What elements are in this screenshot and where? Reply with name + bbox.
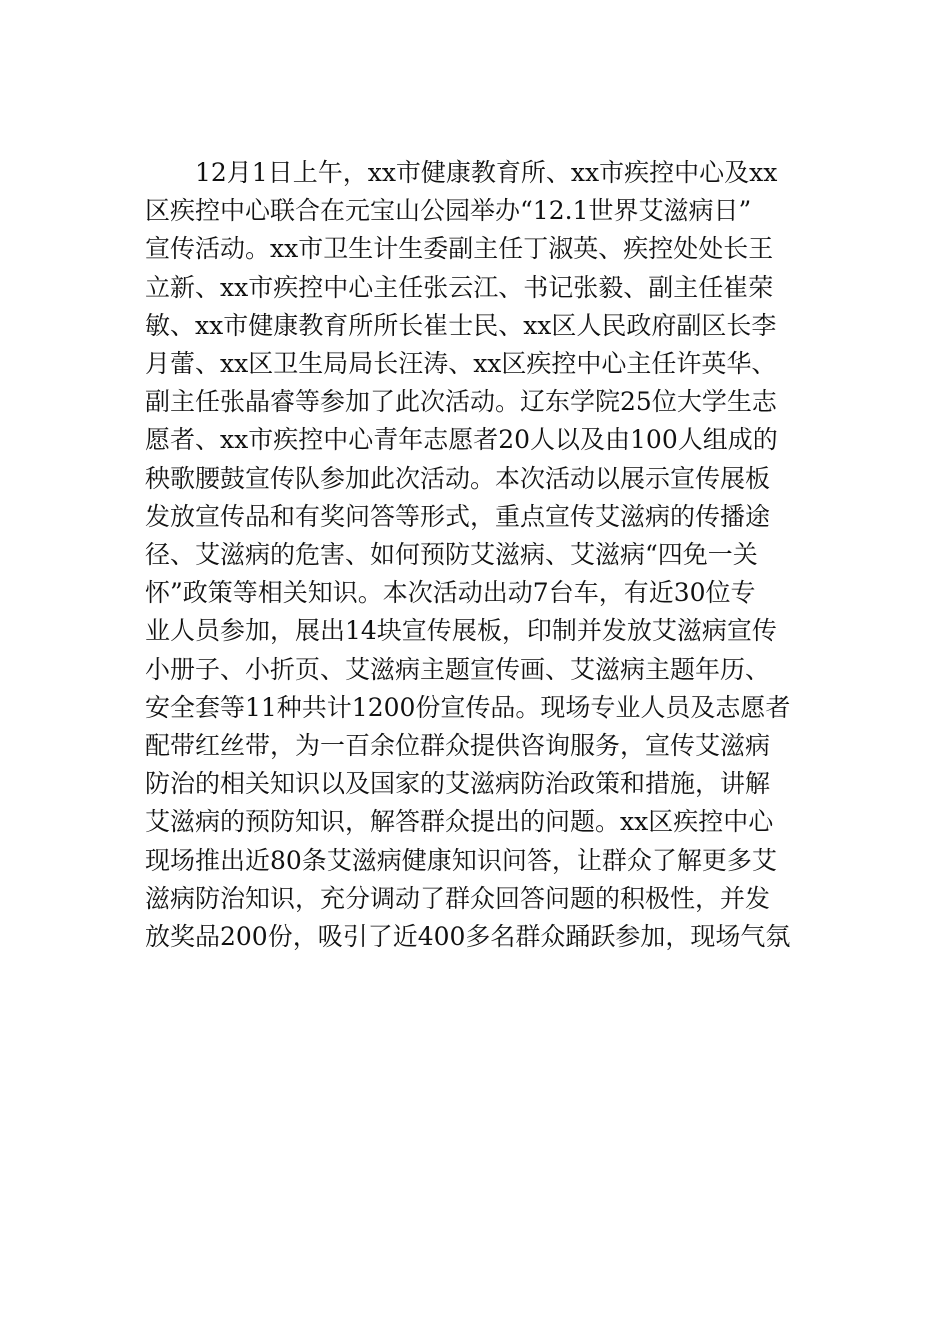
paragraph-line: 副主任张晶睿等参加了此次活动。辽东学院25位大学生志 (145, 387, 777, 417)
paragraph-line: 怀”政策等相关知识。本次活动出动7台车，有近30位专 (145, 578, 756, 608)
paragraph-line: 月蕾、xx区卫生局局长汪涛、xx区疾控中心主任许英华、 (145, 349, 777, 379)
paragraph-line: 配带红丝带，为一百余位群众提供咨询服务，宣传艾滋病 (145, 731, 771, 761)
paragraph-line: 防治的相关知识以及国家的艾滋病防治政策和措施，讲解 (145, 769, 771, 799)
paragraph-line: 放奖品200份，吸引了近400多名群众踊跃参加，现场气氛 (145, 922, 791, 952)
paragraph-line: 安全套等11种共计1200份宣传品。现场专业人员及志愿者 (145, 692, 791, 722)
paragraph-line: 发放宣传品和有奖问答等形式，重点宣传艾滋病的传播途 (145, 501, 771, 531)
paragraph-line: 12月1日上午，xx市健康教育所、xx市疾控中心及xx (195, 158, 778, 187)
paragraph-line: 秧歌腰鼓宣传队参加此次活动。本次活动以展示宣传展板 (145, 463, 771, 493)
paragraph-line: 愿者、xx市疾控中心青年志愿者20人以及由100人组成的 (145, 425, 778, 455)
paragraph-line: 敏、xx市健康教育所所长崔士民、xx区人民政府副区长李 (145, 310, 777, 340)
body-paragraph (145, 154, 815, 956)
paragraph-line: 业人员参加，展出14块宣传展板，印制并发放艾滋病宣传 (145, 616, 777, 646)
paragraph-line: 区疾控中心联合在元宝山公园举办“12.1世界艾滋病日” (145, 196, 752, 226)
paragraph-line: 立新、xx市疾控中心主任张云江、书记张毅、副主任崔荣 (145, 272, 774, 302)
paragraph-line: 宣传活动。xx市卫生计生委副主任丁淑英、疾控处处长王 (145, 234, 774, 264)
paragraph-line: 径、艾滋病的危害、如何预防艾滋病、艾滋病“四免一关 (145, 540, 758, 570)
paragraph-line: 小册子、小折页、艾滋病主题宣传画、艾滋病主题年历、 (145, 654, 771, 684)
paragraph-line: 现场推出近80条艾滋病健康知识问答，让群众了解更多艾 (145, 845, 777, 875)
paragraph-line: 艾滋病的预防知识，解答群众提出的问题。xx区疾控中心 (145, 807, 774, 837)
paragraph-line: 滋病防治知识，充分调动了群众回答问题的积极性，并发 (145, 883, 771, 913)
